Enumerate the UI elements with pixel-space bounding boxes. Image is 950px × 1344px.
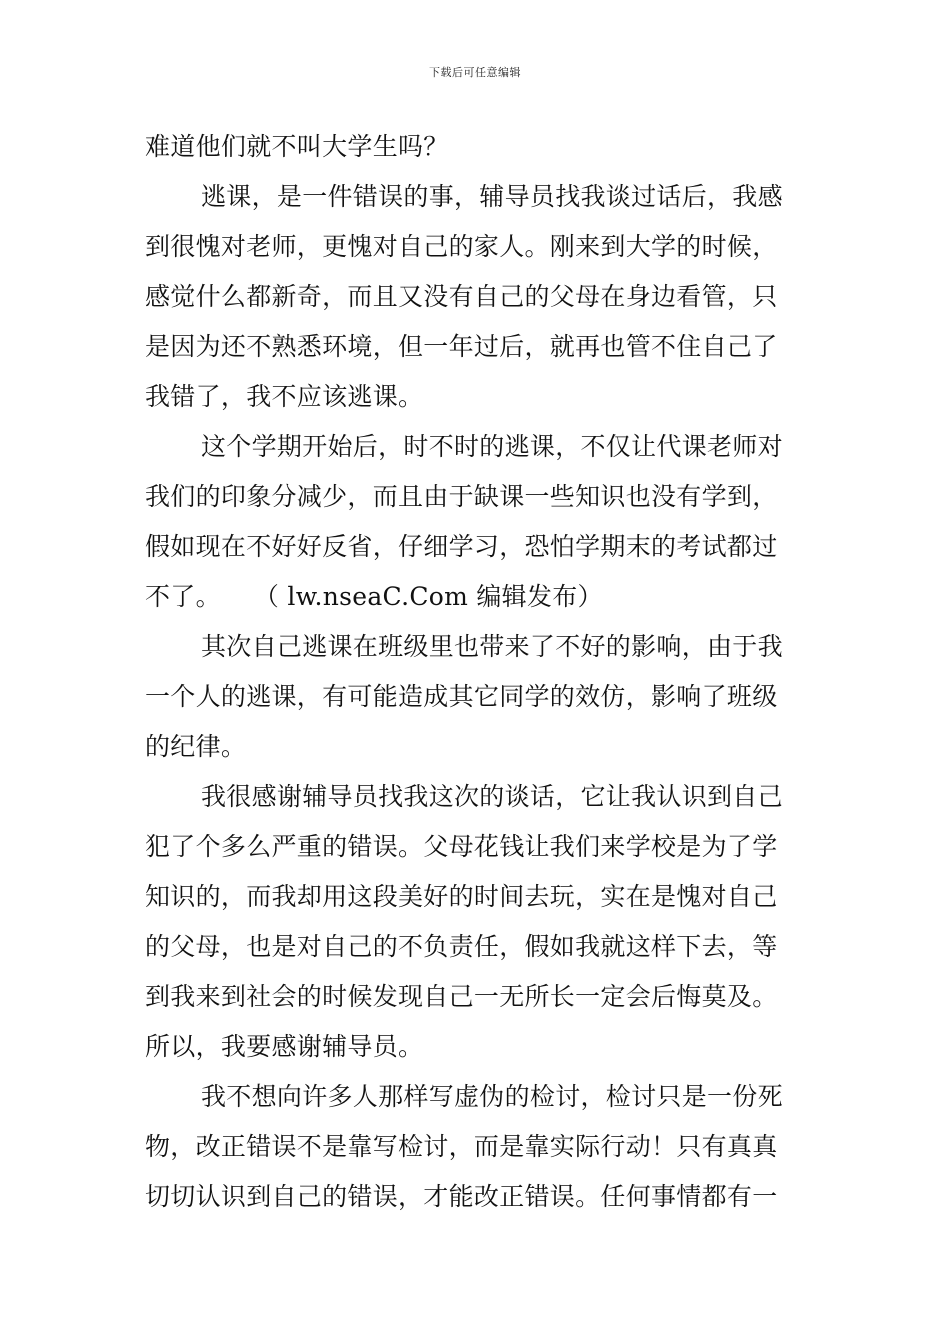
paragraph-start-line: 其次自己逃课在班级里也带来了不好的影响，由于我 (201, 632, 783, 661)
text-line: 到很愧对老师，更愧对自己的家人。刚来到大学的时候， (145, 232, 778, 261)
text-line: 的父母，也是对自己的不负责任，假如我就这样下去，等 (145, 932, 778, 961)
text-line: 的纪律。 (145, 732, 247, 761)
text-line: 我错了，我不应该逃课。 (145, 382, 424, 411)
text-line: 犯了个多么严重的错误。父母花钱让我们来学校是为了学 (145, 832, 778, 861)
text-line: 是因为还不熟悉环境，但一年过后，就再也管不住自己了 (145, 332, 778, 361)
paragraph-start-line: 逃课，是一件错误的事，辅导员找我谈过话后，我感 (201, 182, 783, 211)
text-line: 知识的，而我却用这段美好的时间去玩，实在是愧对自己 (145, 882, 778, 911)
page-header: 下载后可任意编辑 (429, 66, 521, 79)
text-line: 物，改正错误不是靠写检讨，而是靠实际行动！只有真真 (145, 1132, 778, 1161)
text-line: 不了。 （ lw.nseaC.Com 编辑发布） (145, 582, 603, 611)
paragraph-start-line: 我很感谢辅导员找我这次的谈话，它让我认识到自己 (201, 782, 783, 811)
text-line: 所以，我要感谢辅导员。 (145, 1032, 424, 1061)
text-line: 假如现在不好好反省，仔细学习，恐怕学期末的考试都过 (145, 532, 778, 561)
text-line: 感觉什么都新奇，而且又没有自己的父母在身边看管，只 (145, 282, 778, 311)
text-line: 我们的印象分减少，而且由于缺课一些知识也没有学到， (145, 482, 778, 511)
text-line: 难道他们就不叫大学生吗？ (145, 132, 449, 161)
text-line: 到我来到社会的时候发现自己一无所长一定会后悔莫及。 (145, 982, 778, 1011)
text-line: 一个人的逃课，有可能造成其它同学的效仿，影响了班级 (145, 682, 778, 711)
text-line: 切切认识到自己的错误，才能改正错误。任何事情都有一 (145, 1182, 778, 1211)
paragraph-start-line: 我不想向许多人那样写虚伪的检讨，检讨只是一份死 (201, 1082, 783, 1111)
paragraph-start-line: 这个学期开始后，时不时的逃课，不仅让代课老师对 (201, 432, 783, 461)
document-body (145, 126, 810, 1226)
